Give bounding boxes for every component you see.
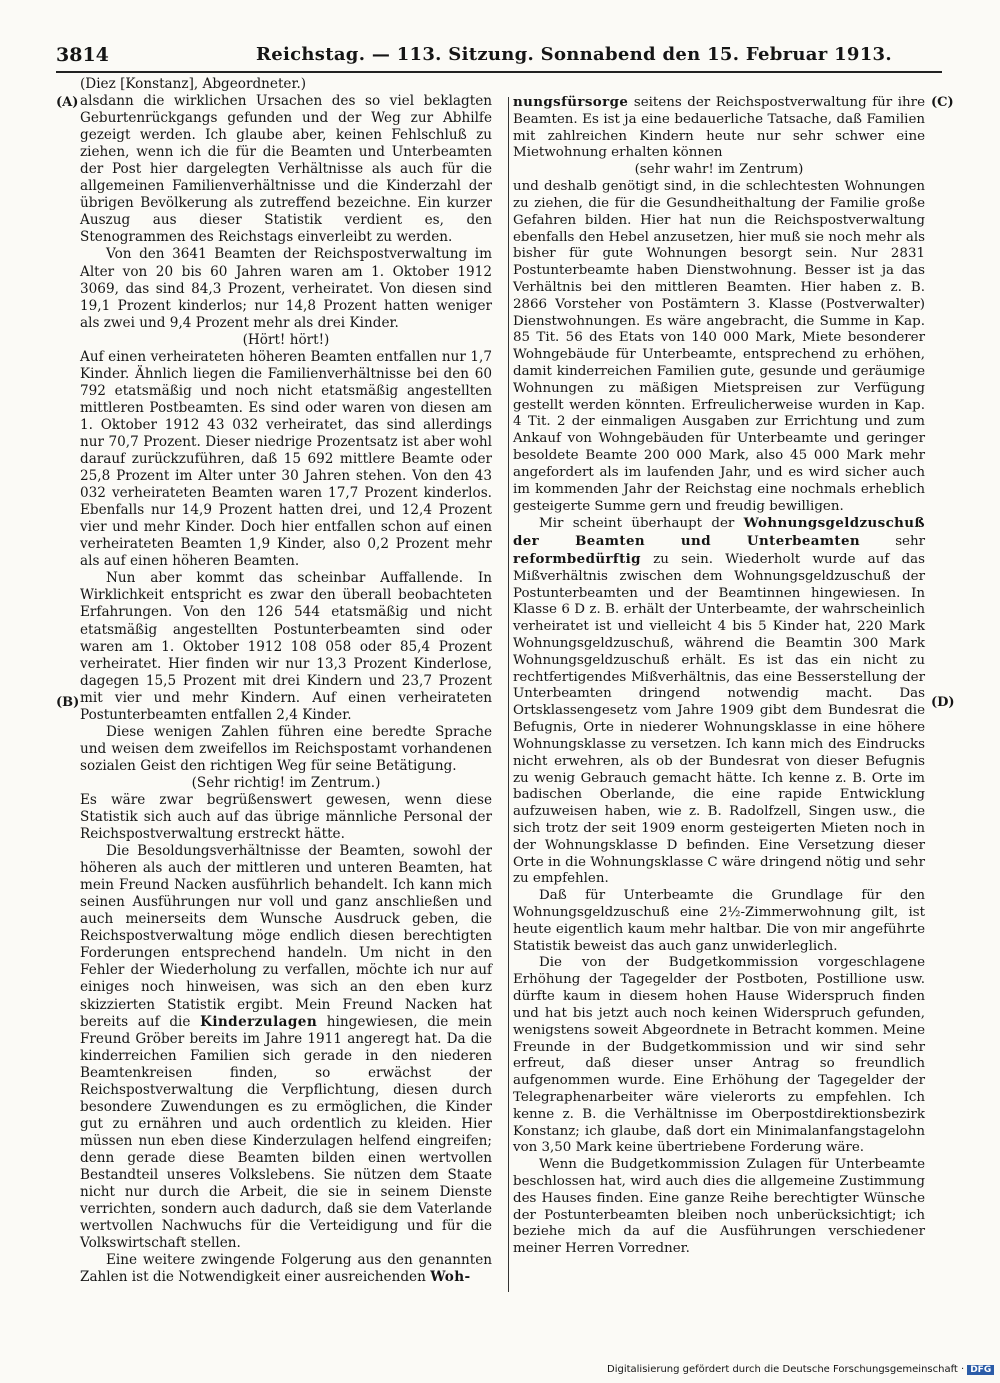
paragraph — [80, 1252, 492, 1286]
text-run: sehr — [895, 534, 926, 550]
emphasis: Kinderzulagen — [200, 1013, 318, 1030]
right-column — [513, 94, 925, 1258]
margin-mark-a: (A) — [56, 95, 79, 110]
paragraph: Diese wenigen Zahlen führen eine beredte Sprache und weisen dem zweifellos im Reichspostamt vorhandenen sozialen Geist den richtigen Weg für seine Betätigung. — [80, 723, 492, 774]
paragraph: Es wäre zwar begrüßenswert gewesen, wenn diese Statistik sich auch auf das übrige männliche Personal der Reichspostverwaltung erstreckt hätte. — [80, 791, 492, 843]
emphasis: Wohnungsgeldzuschuß der Beamten und Unterbeamten — [513, 515, 925, 550]
margin-mark-c: (C) — [931, 95, 954, 110]
interjection: (Sehr richtig! im Zentrum.) — [191, 774, 381, 791]
margin-mark-b: (B) — [56, 695, 80, 710]
text-run: Die Besoldungsverhältnisse der Beamten, sowohl der höheren als auch der mittleren und unteren Beamten, hat mein Freund Nacken ausführlich behandelt. Ich kann mich seinen Ausführungen nur voll und ganz anschließen und auch meinerseits dem Wunsche Ausdruck geben, die Reichspostverwaltung möge endlich diesen berechtigten Forderungen entsprechend handeln. Um nicht in den Fehler der Wiederholung zu verfallen, möchte ich nur auf einiges noch hinweisen, was sich an den eben kurz skizzierten Statistik ergibt. Mein Freund Nacken hat bereits auf die — [80, 843, 492, 1030]
interjection: (sehr wahr! im Zentrum) — [634, 162, 804, 178]
interjection: (Hört! hört!) — [242, 331, 330, 348]
paragraph — [80, 843, 492, 1252]
emphasis: nungsfürsorge — [513, 94, 629, 110]
paragraph: Von den 3641 Beamten der Reichspostverwaltung im Alter von 20 bis 60 Jahren waren am 1. Oktober 1912 3069, das sind 84,3 Prozent, verheiratet. Von diesen sind 19,1 Prozent kinderlos; nur 14,8 Prozent hatten weniger als zwei und 9,4 Prozent mehr als drei Kinder. — [80, 246, 492, 331]
paragraph — [513, 94, 925, 162]
text-run: Eine weitere zwingende Folgerung aus den genannten Zahlen ist die Notwendigkeit einer ausreichenden — [80, 1252, 492, 1286]
text-run: seitens der Reichspostverwaltung für ihre Beamten. Es ist ja eine bedauerliche Tatsache, daß Familien mit zahlreichen Kindern heute nur sehr schwer eine Mietwohnung erhalten können — [513, 95, 925, 161]
column-divider — [508, 97, 509, 1292]
paragraph: Die von der Budgetkommission vorgeschlagene Erhöhung der Tagegelder der Postboten, Postillione usw. dürfte kaum in diesem hohen Hause Widerspruch finden und hat bis jetzt auch noch keinen Widerspruch gefunden, wenigstens soweit Abgeordnete in Betracht kommen. Meine Freunde in der Budgetkommission und wir sind sehr erfreut, daß dieser unser Antrag so freundlich aufgenommen wurde. Eine Erhöhung der Tagegelder der Telegraphenarbeiter wäre vielerorts zu empfehlen. Ich kenne z. B. die Verhältnisse im Oberpostdirektionsbezirk Konstanz; ich glaube, daß dort ein Minimalanfangstagelohn von 3,50 Mark keine übertriebene Forderung wäre. — [513, 955, 925, 1156]
text-run: Mir scheint überhaupt der — [539, 516, 735, 532]
emphasis: Woh- — [430, 1269, 471, 1286]
paragraph: Nun aber kommt das scheinbar Auffallende. In Wirklichkeit entspricht es zwar den überall beobachteten Erfahrungen. Von den 126 544 etatsmäßig und nicht etatsmäßig angestellten Postunterbeamten sind oder waren am 1. Oktober 1912 108 058 oder 85,4 Prozent verheiratet. Hier finden wir nur 13,3 Prozent Kinderlose, dagegen 15,5 Prozent mit drei Kindern und 23,7 Prozent mit vier und mehr Kindern. Auf einen verheirateten Postunterbeamten entfallen 2,4 Kinder. — [80, 570, 492, 723]
paragraph: alsdann die wirklichen Ursachen des so viel beklagten Geburtenrückgangs gefunden und der Weg zur Abhilfe gezeigt werden. Ich glaube aber, keinen Fehlschluß zu ziehen, wenn ich die für die Beamten und Unterbeamten der Post hier dargelegten Verhältnisse als auch für die allgemeinen Familienverhältnisse und die Kinderzahl der übrigen Bevölkerung als zutreffend bezeichne. Ein kurzer Auszug aus dieser Statistik verdient es, den Stenogrammen des Reichstags einverleibt zu werden. — [80, 93, 492, 246]
paragraph: Wenn die Budgetkommission Zulagen für Unterbeamte beschlossen hat, wird auch dies die allgemeine Zustimmung des Hauses finden. Eine ganze Reihe berechtigter Wünsche der Postunterbeamten bleiben noch unberücksichtigt; ich beziehe mich da auf die Ausführungen verschiedener meiner Herren Vorredner. — [513, 1157, 925, 1257]
text-run: zu sein. Wiederholt wurde auf das Mißverhältnis zwischen dem Wohnungsgeldzuschuß der Postunterbeamten und der Beamtinnen hingewiesen. In Klasse 6 D z. B. erhält der Unterbeamte, der wahrscheinlich verheiratet ist und vielleicht 4 bis 5 Kinder hat, 220 Mark Wohnungsgeldzuschuß, während die Beamtin 300 Mark Wohnungsgeldzuschuß erhält. Es ist das ein nicht zu rechtfertigendes Mißverhältnis, das eine Besserstellung der Unterbeamten dringend notwendig macht. Das Ortsklassengesetz vom Jahre 1909 gibt dem Bundesrat die Befugnis, Orte in niederer Wohnungsklasse in eine höhere Wohnungsklasse zu versetzen. Ich kann mich des Eindrucks nicht erwehren, als ob der Bundesrat von dieser Befugnis zu wenig Gebrauch gemacht hätte. Ich kenne z. B. Orte im badischen Oberlande, die eine rapide Entwicklung aufzuweisen haben, wie z. B. Radolfzell, Singen usw., die sich trotz der seit 1909 enorm gesteigerten Mieten noch in der Wohnungsklasse D befinden. Eine Versetzung dieser Orte in die Wohnungsklasse C wäre dringend nötig und sehr zu empfehlen. — [513, 551, 925, 887]
footer-text: Digitalisierung gefördert durch die Deutsche Forschungsgemeinschaft · — [607, 1364, 965, 1375]
paragraph: Daß für Unterbeamte die Grundlage für den Wohnungsgeldzuschuß eine 2½-Zimmerwohnung gilt, ist heute eigentlich kaum mehr haltbar. Die von mir angeführte Statistik beweist das auch ganz unwiderleglich. — [513, 888, 925, 954]
paragraph: und deshalb genötigt sind, in die schlechtesten Wohnungen zu ziehen, die für die Gesundheithaltung der Familie große Gefahren bilden. Hier hat nun die Reichspostverwaltung ebenfalls den Hebel anzusetzen, hier muß sie noch mehr als bisher für gute Wohnungen besorgt sein. Nur 2831 Postunterbeamte haben Dienstwohnung. Besser ist ja das Verhältnis bei den mittleren Beamten. Hier haben z. B. 2866 Vorsteher von Postämtern 3. Klasse (Postverwalter) Dienstwohnungen. Es wäre angebracht, die Summe in Kap. 85 Tit. 56 des Etats von 140 000 Mark, Miete besonderer Wohngebäude für Unterbeamte, entsprechend zu erhöhen, damit kinderreichen Familien gute, gesunde und geräumige Wohnungen zu mäßigen Mietspreisen zur Verfügung gestellt werden könnten. Erfreulicherweise wurden in Kap. 4 Tit. 2 der einmaligen Ausgaben zur Errichtung und zum Ankauf von Wohngebäuden für Unterbeamte und geringer besoldete Beamte 200 000 Mark, also 45 000 Mark mehr angefordert als im laufenden Jahr, und es wird sicher auch im kommenden Jahr der Reichstag eine nochmals erheblich gesteigerte Summe gern und freudig bewilligen. — [513, 179, 925, 514]
dfg-logo: DFG — [967, 1365, 994, 1375]
page-header — [56, 44, 942, 70]
text-run: hingewiesen, die mein Freund Gröber bereits im Jahre 1911 angeregt hat. Da die kinderreichen Familien sich gerade in den niederen Beamtenkreisen finden, so erwächst der Reichspostverwaltung die Verpflichtung, diesen durch besondere Zuwendungen es zu ermöglichen, die Kinder gut zu ernähren und auch ordentlich zu kleiden. Hier müssen nun eben diese Kinderzulagen helfend eingreifen; denn gerade diese Beamten bilden einen wertvollen Bestandteil unseres Volkslebens. Sie nützen dem Staate nicht nur durch die Arbeit, die sie in seinem Dienste verrichten, sondern auch dadurch, daß sie dem Vaterlande wertvollen Nachwuchs für die Verteidigung und für die Volkswirtschaft stellen. — [80, 1013, 493, 1252]
running-title: Reichstag. — 113. Sitzung. Sonnabend den 15. Februar 1913. — [256, 44, 892, 65]
margin-mark-d: (D) — [931, 695, 955, 710]
left-column — [80, 76, 492, 1286]
header-rule — [56, 71, 942, 73]
speaker-line: (Diez [Konstanz], Abgeordneter.) — [80, 76, 307, 92]
page-number: 3814 — [56, 44, 109, 66]
paragraph: Auf einen verheirateten höheren Beamten entfallen nur 1,7 Kinder. Ähnlich liegen die Familienverhältnisse bei den 60 792 etatsmäßig und noch nicht etatsmäßig angestellten mittleren Postbeamten. Es sind oder waren von diesen am 1. Oktober 1912 43 032 verheiratet, das sind allerdings nur 70,7 Prozent. Dieser niedrige Prozentsatz ist aber wohl darauf zurückzuführen, daß 15 692 mittlere Beamte oder 25,8 Prozent im Alter unter 30 Jahren stehen. Von den 43 032 verheirateten Beamten waren 17,7 Prozent kinderlos. Ebenfalls nur 14,9 Prozent hatten drei, und 12,4 Prozent vier und mehr Kinder. Doch hier entfallen schon auf einen verheirateten Beamten 1,9 Kinder, also 0,2 Prozent mehr als auf einen höheren Beamten. — [80, 348, 492, 570]
footer-credit — [607, 1364, 994, 1375]
emphasis: reformbedürftig — [513, 550, 641, 567]
paragraph — [513, 515, 925, 888]
